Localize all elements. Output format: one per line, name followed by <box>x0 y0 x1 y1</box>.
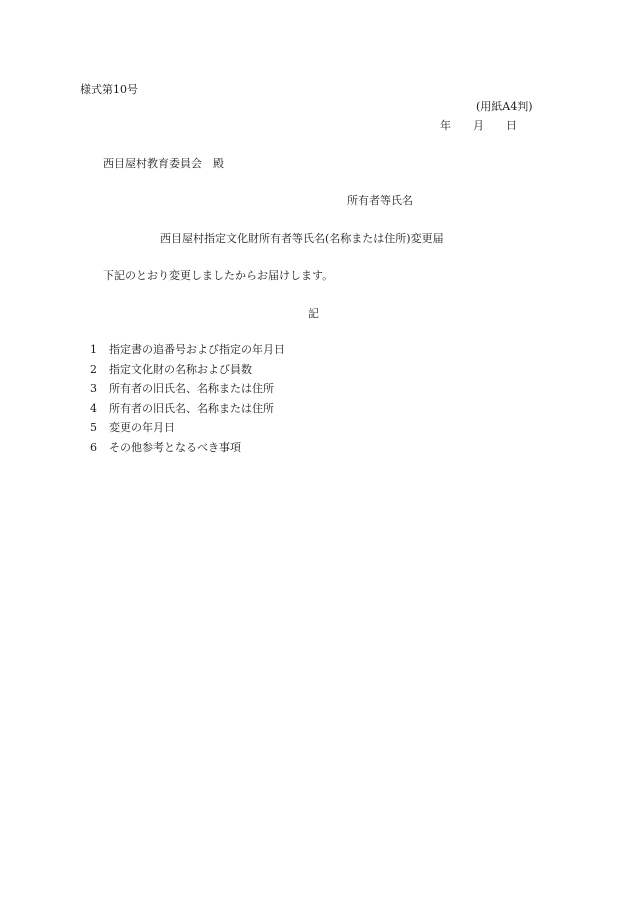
list-item <box>90 344 285 364</box>
day-label: 日 <box>506 119 517 132</box>
ki-heading: 記 <box>308 307 319 320</box>
item-text: その他参考となるべき事項 <box>109 440 241 454</box>
list-item <box>90 403 285 423</box>
addressee-name: 西目屋村教育委員会 <box>103 157 202 170</box>
item-number: 4 <box>90 401 97 415</box>
item-list <box>90 344 285 461</box>
month-label: 月 <box>473 119 484 132</box>
addressee <box>103 158 224 169</box>
year-label: 年 <box>440 119 451 132</box>
form-number: 様式第10号 <box>80 83 138 96</box>
list-item <box>90 383 285 403</box>
item-text: 所有者の旧氏名、名称または住所 <box>109 401 274 415</box>
item-number: 3 <box>90 382 97 395</box>
item-text: 指定書の追番号および指定の年月日 <box>109 343 285 356</box>
item-number: 6 <box>90 440 97 454</box>
item-text: 所有者の旧氏名、名称または住所 <box>109 382 274 395</box>
owner-name-label: 所有者等氏名 <box>347 194 413 207</box>
addressee-honorific: 殿 <box>213 157 224 170</box>
paper-size-note: (用紙A4判) <box>476 100 533 113</box>
item-text: 指定文化財の名称および員数 <box>109 362 252 376</box>
body-text: 下記のとおり変更しましたからお届けします。 <box>103 269 334 282</box>
list-item <box>90 422 285 442</box>
item-number: 5 <box>90 421 97 434</box>
date-line <box>440 120 517 131</box>
list-item <box>90 364 285 384</box>
item-text: 変更の年月日 <box>109 421 175 434</box>
document-title: 西目屋村指定文化財所有者等氏名(名称または住所)変更届 <box>160 232 444 245</box>
item-number: 1 <box>90 343 97 356</box>
list-item <box>90 442 285 462</box>
item-number: 2 <box>90 362 97 376</box>
